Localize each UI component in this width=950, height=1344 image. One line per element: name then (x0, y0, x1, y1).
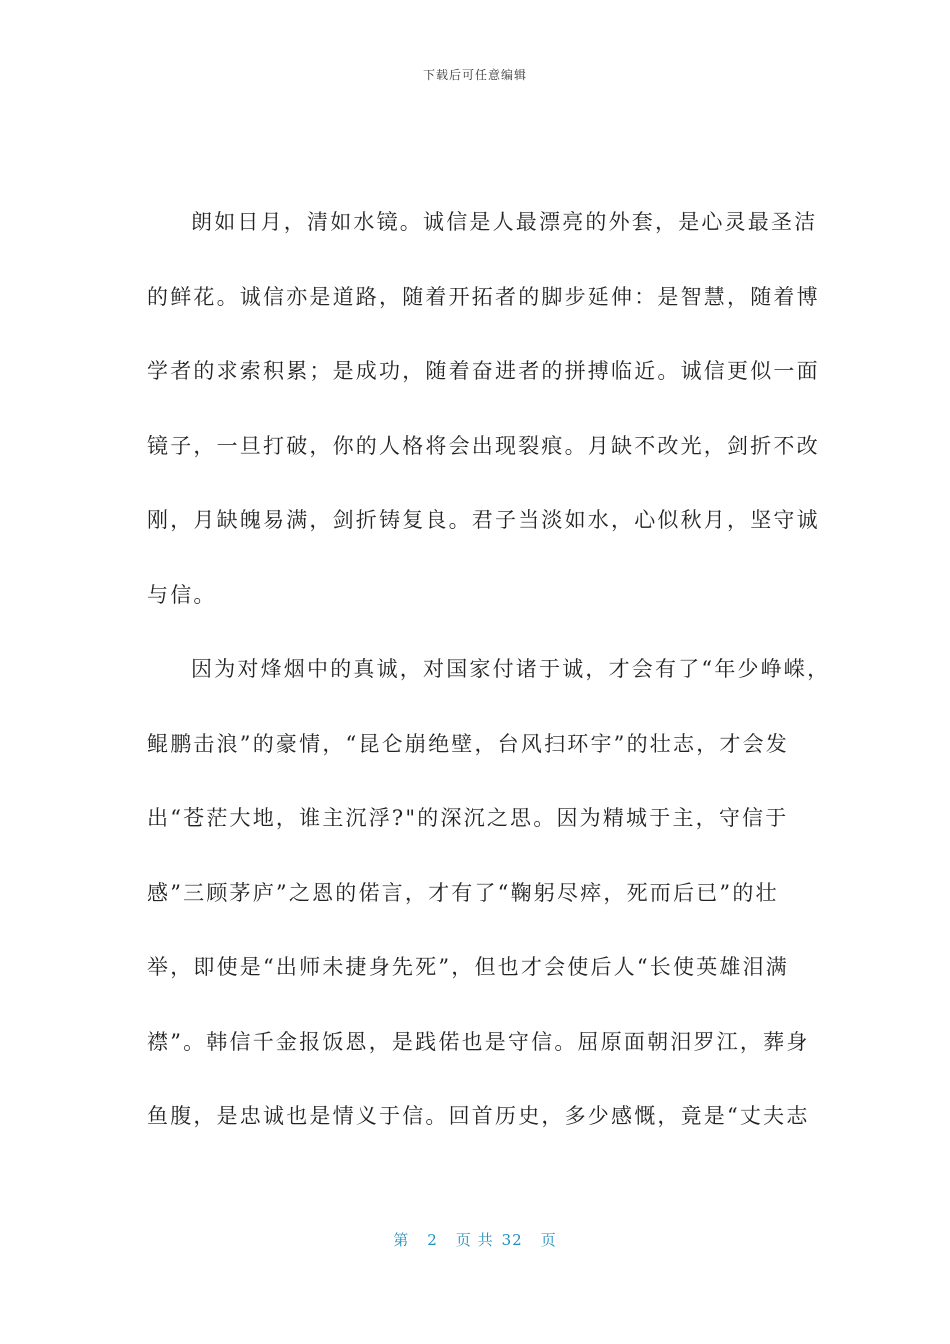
paragraph-1-line-2: 的鲜花。诚信亦是道路，随着开拓者的脚步延伸：是智慧，随着博 (147, 284, 820, 309)
paragraph-2-line-1: 因为对烽烟中的真诚，对国家付诸于诚，才会有了“年少峥嵘， (191, 657, 831, 681)
document-body (147, 193, 831, 1162)
paragraph-1-line-1: 朗如日月，清如水镜。诚信是人最漂亮的外套，是心灵最圣洁 (191, 210, 818, 234)
paragraph-1-line-5: 刚，月缺魄易满，剑折铸复良。君子当淡如水，心似秋月，坚守诚 (147, 508, 820, 532)
paragraph-1-line-6: 与信。 (147, 582, 217, 607)
paragraph-2-line-2: 鲲鹏击浪”的豪情，“昆仑崩绝壁，台风扫环宇”的壮志，才会发 (147, 731, 790, 756)
current-page-number: 2 (427, 1231, 438, 1249)
footer-suffix: 页 (540, 1231, 557, 1249)
footer-prefix: 第 (393, 1231, 410, 1249)
paragraph-1-line-3: 学者的求索积累；是成功，随着奋进者的拼搏临近。诚信更似一面 (147, 359, 820, 383)
paragraph-2-line-4: 感”三顾茅庐”之恩的偌言，才有了“鞠躬尽瘁，死而后已”的壮 (147, 880, 779, 905)
footer-middle: 页 共 (455, 1231, 494, 1249)
paragraph-2-line-5: 举，即使是“出师未捷身先死”，但也才会使后人“长使英雄泪满 (147, 955, 790, 979)
paragraph-2-line-3: 出“苍茫大地，谁主沉浮?"的深沉之思。因为精城于主，守信于 (147, 806, 789, 830)
paragraph-1-line-4: 镜子，一旦打破，你的人格将会出现裂痕。月缺不改光，剑折不改 (147, 433, 820, 458)
total-pages-number: 32 (501, 1231, 523, 1249)
paragraph-2-line-6: 襟”。韩信千金报饭恩，是践偌也是守信。屈原面朝汨罗江，葬身 (147, 1029, 810, 1054)
page-number-footer (0, 1229, 950, 1250)
paragraph-2-line-7: 鱼腹，是忠诚也是情义于信。回首历史，多少感慨，竟是“丈夫志 (147, 1104, 810, 1128)
page-header-note: 下载后可任意编辑 (422, 68, 527, 82)
